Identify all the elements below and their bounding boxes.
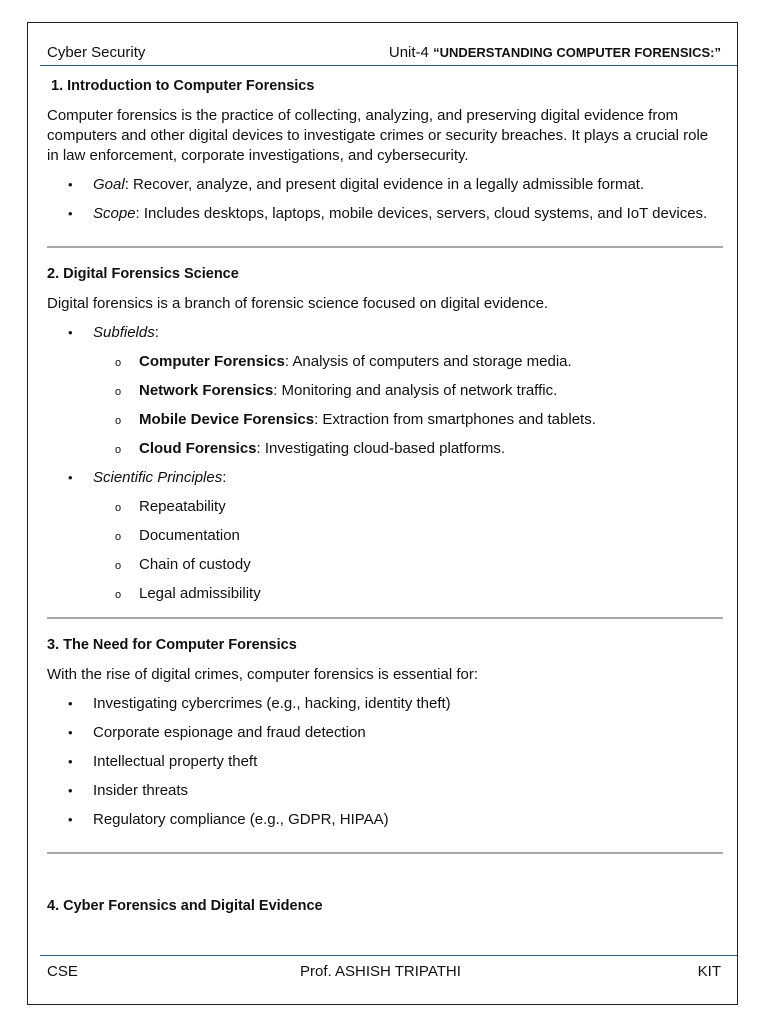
section-divider xyxy=(47,617,723,619)
subfield-text: : Monitoring and analysis of network traffic. xyxy=(273,382,558,399)
section-2-paragraph: Digital forensics is a branch of forensic science focused on digital evidence. xyxy=(47,295,549,312)
list-item xyxy=(93,381,723,401)
list-item: o Documentation xyxy=(93,526,723,546)
section-introduction xyxy=(47,76,723,224)
document-body xyxy=(47,76,723,926)
section-2-list xyxy=(47,323,723,604)
section-cyber-forensics xyxy=(47,896,723,916)
section-digital-forensics-science xyxy=(47,264,723,604)
list-item xyxy=(93,410,723,430)
bullet-text: : Includes desktops, laptops, mobile devices, servers, cloud systems, and IoT devices. xyxy=(135,205,708,222)
list-item: • Corporate espionage and fraud detection xyxy=(47,723,723,743)
list-item: o Chain of custody xyxy=(93,555,723,575)
bullet-label: Scope xyxy=(93,205,136,222)
list-item: • Investigating cybercrimes (e.g., hacking, identity theft) xyxy=(47,694,723,714)
list-item: • Subfields: o Computer Forensics: Analysis of computers and storage media. o Network Forensics: Monitoring and analysis of network traffic. o Mobile Device Forensics: Extraction from smartphones and tablets. o Cloud Forensics: Investigating cloud-based platforms. xyxy=(47,323,723,459)
section-divider xyxy=(47,852,723,854)
footer-author: Prof. ASHISH TRIPATHI xyxy=(300,963,461,980)
list-item: • Insider threats xyxy=(47,781,723,801)
list-item: • Regulatory compliance (e.g., GDPR, HIPAA) xyxy=(47,810,723,830)
list-item xyxy=(47,175,723,195)
list-item: o Legal admissibility xyxy=(93,584,723,604)
bullet-label: Goal xyxy=(93,176,125,193)
list-item xyxy=(93,352,723,372)
list-item xyxy=(93,439,723,459)
principles-label: Scientific Principles xyxy=(93,469,223,486)
list-item: • Intellectual property theft xyxy=(47,752,723,772)
section-3-title: 3. The Need for Computer Forensics xyxy=(47,637,297,653)
footer-divider xyxy=(40,955,737,956)
bullet-text: : Recover, analyze, and present digital evidence in a legally admissible format. xyxy=(124,176,645,193)
header-divider xyxy=(40,65,737,66)
header-unit-title: “UNDERSTANDING COMPUTER FORENSICS:” xyxy=(433,44,721,60)
section-3-paragraph: With the rise of digital crimes, computer forensics is essential for: xyxy=(47,666,478,683)
footer-institute: KIT xyxy=(697,963,721,980)
section-divider xyxy=(47,246,723,248)
footer-department: CSE xyxy=(47,963,78,980)
section-2-title: 2. Digital Forensics Science xyxy=(47,266,239,282)
header-course: Cyber Security xyxy=(47,43,146,61)
subfield-text: : Investigating cloud-based platforms. xyxy=(256,440,505,457)
subfield-term: Mobile Device Forensics xyxy=(139,411,315,428)
list-item: • Scientific Principles: o Repeatability o Documentation o Chain of custody o Legal admissibility xyxy=(47,468,723,604)
subfield-text: : Extraction from smartphones and tablets. xyxy=(314,411,596,428)
section-need-for-forensics xyxy=(47,635,723,830)
subfield-text: : Analysis of computers and storage media. xyxy=(284,353,572,370)
section-1-title: 1. Introduction to Computer Forensics xyxy=(51,78,315,94)
subfield-term: Computer Forensics xyxy=(139,353,285,370)
page-footer xyxy=(47,963,721,983)
subfields-label: Subfields xyxy=(93,324,155,341)
section-4-title: 4. Cyber Forensics and Digital Evidence xyxy=(47,898,323,914)
section-1-list xyxy=(47,175,723,224)
header-unit xyxy=(389,44,721,61)
list-item: o Repeatability xyxy=(93,497,723,517)
subfields-list xyxy=(93,352,723,459)
page-header xyxy=(47,42,721,62)
list-item xyxy=(47,204,723,224)
subfield-term: Cloud Forensics xyxy=(139,440,257,457)
principles-list xyxy=(93,497,723,604)
subfield-term: Network Forensics xyxy=(139,382,274,399)
section-3-list xyxy=(47,694,723,830)
section-1-paragraph: Computer forensics is the practice of collecting, analyzing, and preserving digital evidence from computers and other digital devices to investigate crimes or security breaches. It plays a crucial role in law enforcement, corporate investigations, and cybersecurity. xyxy=(47,107,709,164)
header-unit-number: Unit-4 xyxy=(388,43,434,61)
